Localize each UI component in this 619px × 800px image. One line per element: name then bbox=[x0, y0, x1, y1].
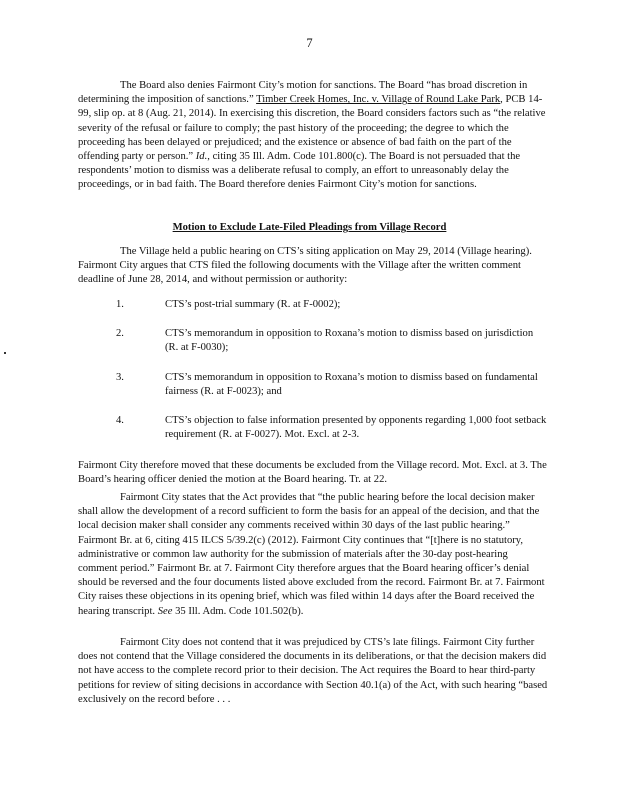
document-page: 7 The Board also denies Fairmont City’s motion for sanctions. The Board “has broad discretion in determining the imposition of sanctions.” Timber Creek Homes, Inc. v. Village of Round Lake Park, PCB 14-99, slip op. at 8 (Aug. 21, 2014). In exercising this discretion, the Board considers factors such as “the relative severity of the refusal or failure to comply; the past history of the proceeding; the degree to which the proceeding has been delayed or prejudiced; and the existence or absence of bad faith on the part of the offending party or person.” Id., citing 35 Ill. Adm. Code 101.800(c). The Board is not persuaded that the respondents’ motion to dismiss was a deliberate refusal to comply, an effort to unreasonably delay the proceedings, or in bad faith. The Board therefore denies Fairmont City’s motion for sanctions. Motion to Exclude Late-Filed Pleadings from Village Record The Village held a public hearing on CTS’s siting application on May 29, 2014 (Village hearing). Fairmont City argues that CTS filed the following documents with the Village after the written comment deadline of June 28, 2014, and without permission or authority: 1. CTS’s post-trial summary (R. at F-0002); 2. CTS’s memorandum in opposition to Roxana’s motion to dismiss based on jurisdiction (R. at F-0030); 3. CTS’s memorandum in opposition to Roxana’s motion to dismiss based on fundamental fairness (R. at F-0023); and 4. CTS’s objection to false information presented by opponents regarding 1,000 foot setback requirement (R. at F-0027). Mot. Excl. at 2-3. Fairmont City therefore moved that these documents be excluded from the Village record. Mot. Excl. at 3. The Board’s hearing officer denied the motion at the Board hearing. Tr. at 22. Fairmont City states that the Act provides that “the public hearing before the local decision maker shall allow the development of a record sufficient to form the basis for an appeal of the decision, and that the local decision maker shall consider any comments received within 30 days of the last public hearing.” Fairmont Br. at 6, citing 415 ILCS 5/39.2(c) (2012). Fairmont City continues that “[t]here is no statutory, administrative or common law authority for the submission of materials after the 30-day post-hearing comment period.” Fairmont Br. at 7. Fairmont City therefore argues that the Board hearing officer’s denial should be reversed and the four documents listed above excluded from the record. Fairmont Br. at 7. Fairmont City raises these objections in its opening brief, which was filed within 14 days after the Board received the hearing transcript. See 35 Ill. Adm. Code 101.502(b). Fairmont City does not contend that it was prejudiced by CTS’s late filings. Fairmont City further does not contend that the Village considered the documents in its deliberations, or that the decision makers did not have access to the complete record prior to their decision. The Act requires the Board to hear third-party petitions for review of siting decisions in accordance with Section 40.1(a) of the Act, with such hearing “based exclusively on the record before . . . bbox=[0, 0, 619, 800]
village-hearing-paragraph: The Village held a public hearing on CTS’s siting application on May 29, 2014 (Village hearing). Fairmont City argues that CTS filed the following documents with the Village after the written comment deadline of June 28, 2014, and without permission or authority: bbox=[78, 246, 532, 286]
see-signal: See bbox=[157, 605, 173, 617]
fairmont-argument-paragraph: Fairmont City states that the Act provides that “the public hearing before the local decision maker shall allow the development of a record sufficient to form the basis for an appeal of the decision, and that the local decision maker shall consider any comments received within 30 days of the last public hearing.” Fairmont Br. at 6, citing 415 ILCS 5/39.2(c) (2012). Fairmont City continues that “[t]here is no statutory, administrative or common law authority for the submission of materials after the 30-day post-hearing comment period.” Fairmont Br. at 7. Fairmont City therefore argues that the Board hearing officer’s denial should be reversed and the four documents listed above excluded from the record. Fairmont Br. at 7. Fairmont City raises these objections in its opening brief, which was filed within 14 days after the Board received the hearing transcript. See 35 Ill. Adm. Code 101.502(b). bbox=[78, 492, 545, 617]
scan-speck bbox=[4, 352, 6, 354]
id-signal: Id. bbox=[195, 151, 208, 163]
section-heading: Motion to Exclude Late-Filed Pleadings from Village Record bbox=[172, 222, 447, 233]
page-number: 7 bbox=[306, 36, 313, 50]
motion-denied-paragraph: Fairmont City therefore moved that these documents be excluded from the Village record. Mot. Excl. at 3. The Board’s hearing officer denied the motion at the Board hearing. Tr. at 22. bbox=[78, 460, 547, 486]
sanctions-paragraph: The Board also denies Fairmont City’s motion for sanctions. The Board “has broad discretion in determining the imposition of sanctions.” Timber Creek Homes, Inc. v. Village of Round Lake Park, PCB 14-99, slip op. at 8 (Aug. 21, 2014). In exercising this discretion, the Board considers factors such as “the relative severity of the refusal or failure to comply; the past history of the proceeding; the degree to which the proceeding has been delayed or prejudiced; and the existence or absence of bad faith on the part of the offending party or person.” Id., citing 35 Ill. Adm. Code 101.800(c). The Board is not persuaded that the respondents’ motion to dismiss was a deliberate refusal to comply, an effort to unreasonably delay the proceedings, or in bad faith. The Board therefore denies Fairmont City’s motion for sanctions. bbox=[78, 80, 546, 191]
prejudice-paragraph: Fairmont City does not contend that it was prejudiced by CTS’s late filings. Fairmont City further does not contend that the Village considered the documents in its deliberations, or that the decision makers did not have access to the complete record prior to their decision. The Act requires the Board to hear third-party petitions for review of siting decisions in accordance with Section 40.1(a) of the Act, with such hearing “based exclusively on the record before . . . bbox=[78, 637, 548, 705]
case-citation: Timber Creek Homes, Inc. v. Village of Round Lake Park bbox=[256, 94, 501, 106]
